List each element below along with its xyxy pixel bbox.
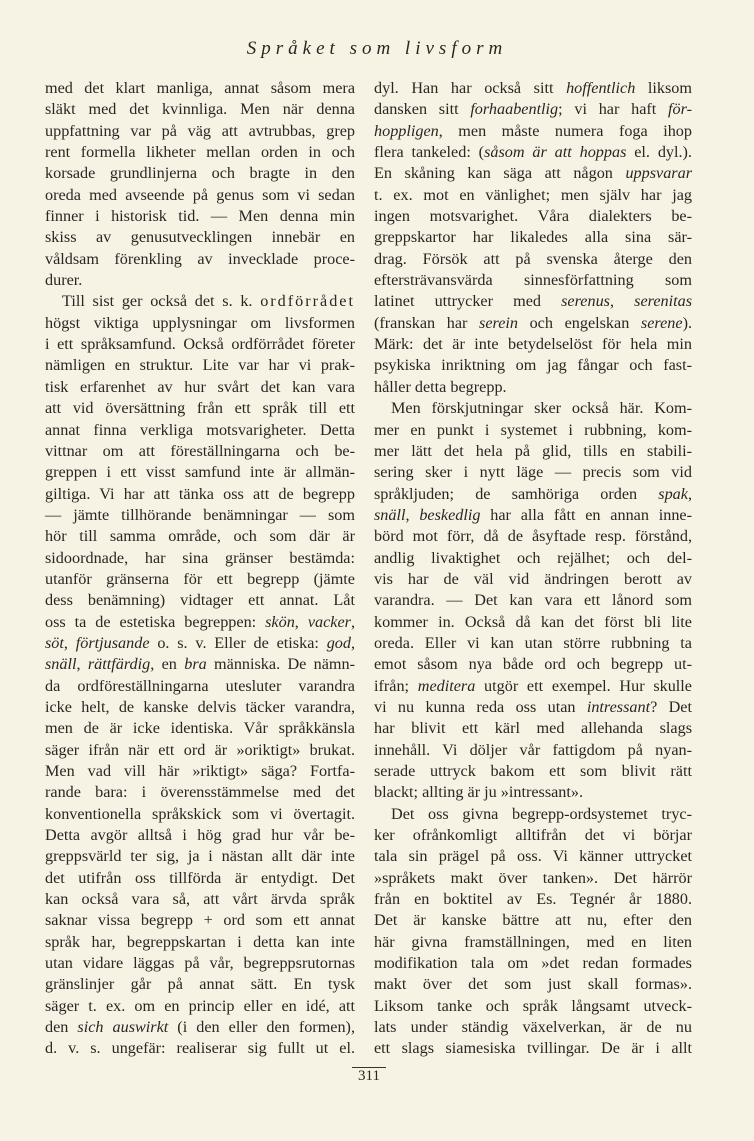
text-line: mer en punkt i systemet i rubbning, kom- xyxy=(374,420,692,439)
text-run: och engelskan xyxy=(517,313,641,332)
text-run: , men måste numera foga ihop xyxy=(438,121,692,140)
text-run: ; vi har haft xyxy=(558,100,669,119)
italic-term: snäll xyxy=(374,505,406,524)
text-run: , en xyxy=(150,655,185,674)
text-run: el. dyl.). xyxy=(626,143,692,162)
text-line: ett slags siamesiska tvillingar. De är i allt xyxy=(374,1039,692,1058)
text-line: mer lätt det hela på glid, tills en stabili- xyxy=(374,441,692,460)
text-line: saknar vissa begrepp + ord som ett annat xyxy=(45,911,355,930)
italic-term: hoppligen xyxy=(374,121,439,140)
text-run: , xyxy=(76,655,88,674)
text-run: utgör ett exempel. Hur skulle xyxy=(475,676,692,695)
text-line: dess benämning) vidtager ett annat. Låt xyxy=(45,591,355,610)
text-line: innehåll. Vi döljer vår fattigdom på nyan- xyxy=(374,740,692,759)
text-line: skiss av genusutvecklingen innebär en xyxy=(45,228,355,247)
text-run: , xyxy=(405,505,420,524)
italic-term: serein xyxy=(479,313,518,332)
text-line xyxy=(374,313,692,334)
text-line: kan också vara så, att vårt ärvda språk xyxy=(45,890,355,909)
text-run: (franskan har xyxy=(374,313,480,332)
italic-term: förtjusande xyxy=(75,633,150,652)
text-line: gränslinjer går på annat sätt. En tysk xyxy=(45,975,355,994)
text-line: blackt; allting är ju »intressant». xyxy=(374,783,584,802)
italic-term: hoffentlich xyxy=(566,79,636,97)
page-number: 311 xyxy=(358,1068,380,1084)
paragraph xyxy=(374,398,692,804)
text-run: oss ta de estetiska begreppen: xyxy=(45,612,266,631)
text-line: durer. xyxy=(45,271,83,290)
paragraph xyxy=(374,78,692,398)
text-line: ker ofrånkomligt alltifrån det vi börjar xyxy=(374,826,692,845)
text-run: , xyxy=(294,612,308,631)
text-line: d. v. s. ungefär: realiserar sig fullt ut el. xyxy=(45,1039,355,1058)
text-run: människa. De nämn- xyxy=(206,655,356,674)
text-line: Men förskjutningar sker också här. Kom- xyxy=(391,399,692,418)
text-line: i ett språksamfund. Också ordförrådet företer xyxy=(45,335,355,354)
text-line xyxy=(374,291,692,312)
text-run: ). xyxy=(682,313,692,332)
text-line: Liksom tanke och språk långsamt utveck- xyxy=(374,996,692,1015)
italic-term: beskedlig xyxy=(419,505,481,524)
text-line: det utifrån oss tillförda är entydigt. Det xyxy=(45,868,355,887)
text-run: (i den eller den formen), xyxy=(168,1018,355,1037)
text-line: med det klart manliga, annat såsom mera xyxy=(45,79,355,97)
text-line: att vid översättning från ett språk till ett xyxy=(45,399,355,418)
text-line: Detta avgör alltså i hög grad hur vår be- xyxy=(45,826,355,845)
text-line: från en boktitel av Es. Tegnér år 1880. xyxy=(374,890,692,909)
text-line: sidoordnade, har sina gränser bestämda: xyxy=(45,548,355,567)
text-line: emot såsom nya både ord och begrepp ut- xyxy=(374,655,692,674)
text-line: modifikation tala om »det redan formades xyxy=(374,954,692,973)
italic-term: meditera xyxy=(417,676,476,695)
text-run: ifrån; xyxy=(374,676,418,695)
text-line xyxy=(374,697,692,718)
text-line: nämligen en struktur. Lite var har vi prak- xyxy=(45,356,355,375)
text-line xyxy=(374,99,692,120)
text-line: högst viktiga upplysningar om livsformen xyxy=(45,313,355,332)
text-line: våldsam förenkling av invecklade proce- xyxy=(45,249,355,268)
text-run: , xyxy=(687,484,692,503)
paragraph xyxy=(374,804,692,1060)
italic-term: intressant xyxy=(586,697,651,716)
italic-term: serene xyxy=(640,313,683,332)
italic-term: uppsvarar xyxy=(625,164,692,183)
text-run: ? Det xyxy=(650,697,692,716)
text-line: greppsvärld ter sig, ja i nästan allt där inte xyxy=(45,847,355,866)
text-line xyxy=(45,654,355,675)
text-line: släkt med det kvinnliga. Men när denna xyxy=(45,100,355,119)
text-run: , xyxy=(63,633,76,652)
text-line: Men vad vill här »riktigt» säga? Fortfa- xyxy=(45,762,355,780)
text-line xyxy=(374,163,692,184)
text-column-right xyxy=(374,78,692,1060)
italic-term: god xyxy=(326,633,351,652)
text-line: t. ex. mot en vänlighet; men själv har jag xyxy=(374,185,692,204)
text-line: sering sker i nytt läge — precis som vid xyxy=(374,463,692,482)
text-line: säger t. ex. om en princip eller en idé, att xyxy=(45,996,355,1015)
text-line: giltiga. Vi har att tänka oss att de begrepp xyxy=(45,484,355,503)
text-line: andlig livaktighet och rejälhet; och del- xyxy=(374,548,692,567)
text-line: men de är icke identiska. Vår språkkänsla xyxy=(45,719,355,738)
text-line: varandra. — Det kan vara ett lånord som xyxy=(374,591,692,610)
text-line: greppen i ett visst samfund inte är allmän- xyxy=(45,463,355,482)
text-line: oreda med avseende på genus som vi sedan xyxy=(45,185,355,204)
text-line xyxy=(374,142,692,163)
text-line: annat finna verkliga motsvarigheter. Detta xyxy=(45,420,355,439)
text-line: da ordföreställningarna utesluter varandra xyxy=(45,676,355,695)
text-run: , xyxy=(609,292,635,311)
paragraph xyxy=(45,78,355,291)
text-run: har alla fått en annan inne- xyxy=(480,505,693,524)
text-line: här givna framställningen, med en liten xyxy=(374,932,692,951)
text-line: har blivit ett kärl med allehanda slags xyxy=(374,719,692,738)
text-line: tisk erfarenhet av hur svårt det kan vara xyxy=(45,377,355,396)
text-line: Märk: det är inte betydelselöst för hela min xyxy=(374,335,692,354)
text-line xyxy=(374,78,692,99)
text-line: säger ifrån när ett ord är »oriktigt» brukat. xyxy=(45,740,355,759)
text-line: icke helt, de kanske delvis täcker varandra, xyxy=(45,697,355,716)
text-run: liksom xyxy=(635,79,692,97)
text-line: språk har, begreppskartan i detta kan inte xyxy=(45,932,355,951)
text-line: vis har de väl vid ändringen berott av xyxy=(374,569,692,588)
italic-term: forhaabentlig xyxy=(470,100,559,119)
text-line xyxy=(374,121,692,142)
text-line: utanför gränserna för ett begrepp (jämte xyxy=(45,569,355,588)
paragraph xyxy=(45,291,355,1059)
text-line: finner i historisk tid. — Men denna min xyxy=(45,207,355,226)
text-line: Det är kanske bättre att nu, efter den xyxy=(374,911,692,930)
text-line: hör till samma område, och som där är xyxy=(45,527,355,546)
text-run: dyl. Han har också sitt xyxy=(374,79,567,97)
text-line: rent formella likheter mellan orden in och xyxy=(45,143,355,162)
text-line: ingen motsvarighet. Våra dialekters be- xyxy=(374,207,692,226)
text-line xyxy=(45,1017,355,1038)
text-line: börd mot förr, då de åsyftade resp. förstånd, xyxy=(374,527,692,546)
text-line xyxy=(374,484,692,505)
text-line: serade uttryck bakom ett som blivit rätt xyxy=(374,762,692,780)
text-run: flera tankeled: ( xyxy=(374,143,485,162)
italic-term: bra xyxy=(184,655,207,674)
text-run: den xyxy=(45,1018,78,1037)
text-line: eftersträvansvärda sinnesförfattning som xyxy=(374,271,692,290)
italic-term: söt xyxy=(45,633,64,652)
text-run: Till sist ger också det s. k. xyxy=(62,292,261,311)
text-line: håller detta begrepp. xyxy=(374,377,507,396)
italic-term: serenitas xyxy=(634,292,693,311)
text-line: utan vidare läggas på vår, begreppsrutornas xyxy=(45,954,355,973)
text-line xyxy=(45,612,355,633)
text-line: konventionella språkskick som vi övertagit. xyxy=(45,804,355,823)
italic-term: rättfärdig xyxy=(87,655,151,674)
text-line: uppfattning var på väg att avtrubbas, grep xyxy=(45,121,355,140)
text-line: lats under ständig växelverkan, är de nu xyxy=(374,1018,692,1037)
text-line: tala sin prägel på oss. Vi känner uttrycket xyxy=(374,847,692,866)
italic-term: spak xyxy=(658,484,688,503)
text-line: vittnar om att föreställningarna och be- xyxy=(45,441,355,460)
text-run: o. s. v. Eller de etiska: xyxy=(149,633,327,652)
text-line: drag. Försök att på svenska återge den xyxy=(374,249,692,268)
text-line: korsade grundlinjerna och bragte in den xyxy=(45,164,355,183)
text-line: greppskartor har likaledes alla sina sär- xyxy=(374,228,692,247)
text-run: språkljuden; de samhöriga orden xyxy=(374,484,659,503)
text-run: dansken sitt xyxy=(374,100,471,119)
text-line: — jämte tillhörande benämningar — som xyxy=(45,505,355,524)
text-run: vi nu kunna reda oss utan xyxy=(374,697,587,716)
text-line: »språkets makt över tanken». Det härrör xyxy=(374,868,692,887)
italic-term: för- xyxy=(668,100,692,119)
text-line: rande bara: i överensstämmelse med det xyxy=(45,783,355,802)
text-line: oreda. Eller vi kan utan större rubbning ta xyxy=(374,633,692,652)
italic-term: skön xyxy=(265,612,295,631)
text-line xyxy=(45,633,355,654)
text-line: makt över det som just skall formas». xyxy=(374,975,692,994)
spaced-term: ordförrådet xyxy=(260,292,355,311)
text-run: , xyxy=(350,633,356,652)
text-line xyxy=(374,676,692,697)
italic-term: snäll xyxy=(45,655,77,674)
text-line xyxy=(374,505,692,526)
text-run: , xyxy=(350,612,355,631)
text-line: Det oss givna begrepp-ordsystemet tryc- xyxy=(391,804,692,823)
italic-term: serenus xyxy=(561,292,610,311)
text-column-left xyxy=(45,78,355,1060)
italic-term: såsom är att hoppas xyxy=(484,143,627,162)
italic-term: sich auswirkt xyxy=(77,1018,169,1037)
text-line xyxy=(45,291,355,312)
text-run: En skåning kan säga att någon xyxy=(374,164,626,183)
text-line: kommer in. Också då kan det först bli lite xyxy=(374,612,692,631)
text-run: latinet uttrycker med xyxy=(374,292,562,311)
running-head: Språket som livsform xyxy=(246,38,508,59)
text-line: psykiska inriktning om jag fångar och fast- xyxy=(374,356,692,375)
italic-term: vacker xyxy=(307,612,351,631)
